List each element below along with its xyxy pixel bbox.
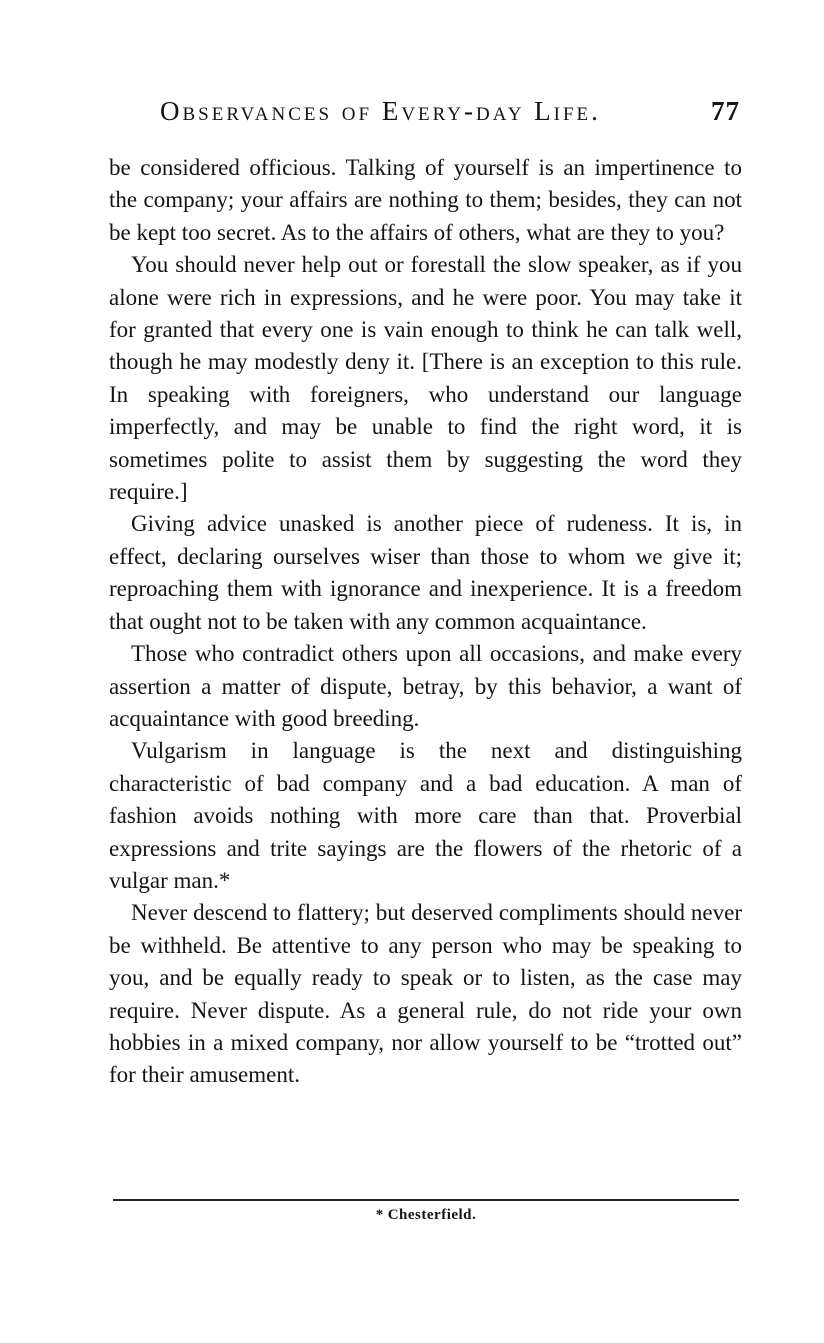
running-head: [160, 96, 740, 136]
paragraph: Vulgarism in language is the next and distinguishing characteristic of bad company and a bad education. A man of fashion avoids nothing with more care than that. Proverbial expressions and trite sayings are the flowers of the rhetoric of a vulgar man.*: [109, 738, 742, 893]
paragraph: Giving advice unasked is another piece of rudeness. It is, in effect, declaring ourselves wiser than those to whom we give it; reproaching them with ignorance and inexperience. It is a freedom that ought not to be taken with any common acquaintance.: [109, 511, 742, 634]
page-number: 77: [711, 96, 740, 126]
paragraph: Those who contradict others upon all occasions, and make every assertion a matter of dispute, betray, by this behavior, a want of acquaintance with good breeding.: [109, 641, 742, 731]
footnote: [113, 1207, 739, 1224]
footnote-divider: [113, 1199, 739, 1201]
paragraph: Never descend to flattery; but deserved compliments should never be withheld. Be attentive to any person who may be speaking to you, and be equally ready to speak or to listen, as the case may require. Never dispute. As a general rule, do not ride your own hobbies in a mixed company, nor allow yourself to be “trotted out” for their amusement.: [109, 900, 742, 1088]
footnote-text: Chesterfield.: [387, 1207, 477, 1223]
chapter-title: Observances of Every-day Life.: [160, 96, 601, 126]
paragraph: You should never help out or forestall the slow speaker, as if you alone were rich in expressions, and he were poor. You may take it for granted that every one is vain enough to think he can talk well, though he may modestly deny it. [There is an exception to this rule. In speaking with foreigners, who understand our language imperfectly, and may be unable to find the right word, it is sometimes polite to assist them by suggesting the word they require.]: [109, 252, 742, 505]
footnote-marker: *: [375, 1207, 384, 1223]
paragraph-continued: be considered officious. Talking of yourself is an impertinence to the company; your affairs are nothing to them; besides, they can not be kept too secret. As to the affairs of others, what are they to you?: [109, 155, 742, 245]
body-text: [109, 152, 742, 1092]
